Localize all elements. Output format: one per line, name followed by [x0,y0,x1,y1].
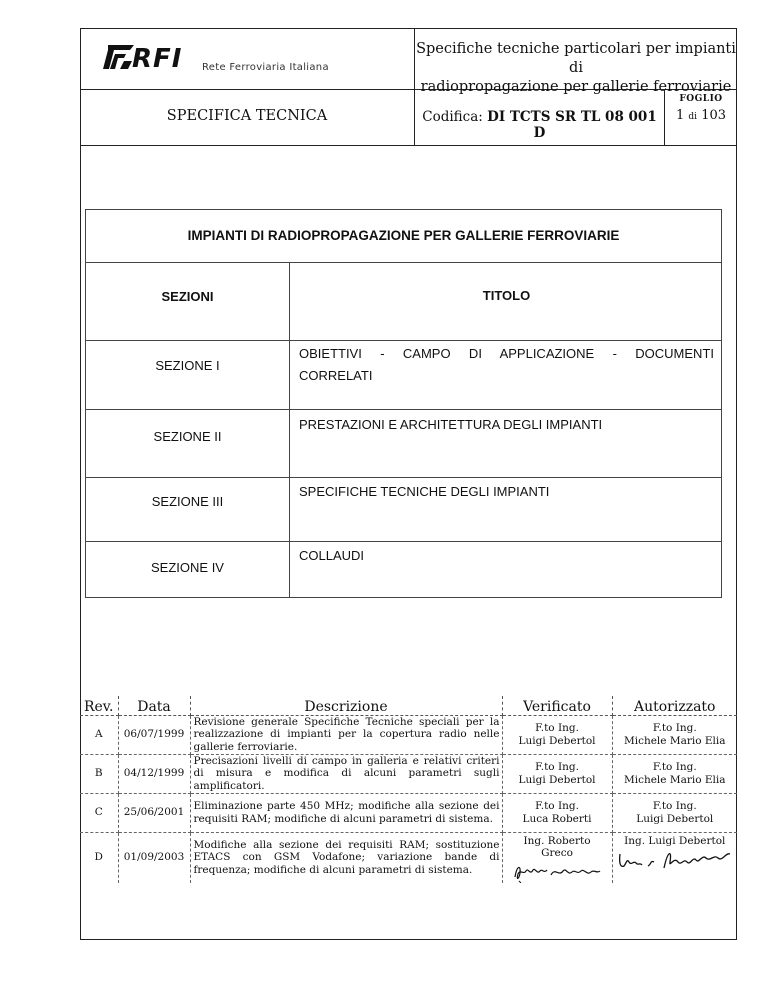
verified-line-2: Luigi Debertol [518,773,596,786]
document-title-line-1: Specifiche tecniche particolari per impianti di [416,41,736,76]
revision-verified [502,832,612,883]
revision-verified [502,793,612,832]
authorized-line-1: F.to Ing. [652,760,697,773]
authorized-line-2: Michele Mario Elia [623,734,726,747]
signature-verifier-icon [511,861,603,883]
revision-description: Revisione generale Specifiche Tecniche speciali per la realizzazione di impianti per la copertura radio nelle gallerie ferroviarie. [190,715,502,754]
revision-authorized [612,793,737,832]
verified-line-1: Ing. Roberto [523,834,591,847]
sheet-cell [665,90,737,146]
document-type: SPECIFICA TECNICA [80,90,415,146]
revision-authorized [612,715,737,754]
section-row [86,410,721,478]
verified-line-1: F.to Ing. [535,799,579,812]
col-header-title: TITOLO [482,288,531,303]
revision-authorized [612,832,737,883]
col-header-rev: Rev. [80,696,118,715]
document-title [415,28,737,95]
sections-table [85,209,722,598]
sheet-current: 1 [675,108,685,123]
section-title-line-2: CORRELATI [299,368,373,383]
revision-date: 04/12/1999 [118,754,190,793]
revision-verified [502,715,612,754]
authorized-line-1: F.to Ing. [652,799,697,812]
revision-header-row [80,696,737,715]
authorized-line-1: Ing. Luigi Debertol [624,834,726,847]
revision-table [80,696,737,883]
revision-authorized [612,754,737,793]
sheet-label: FOGLIO [679,94,723,104]
authorized-line-2: Luigi Debertol [636,812,714,825]
code-value: DI TCTS SR TL 08 001 D [487,109,657,141]
sheet-total: 103 [701,108,727,123]
section-row [86,542,721,597]
document-code [415,90,665,146]
verified-line-1: F.to Ing. [535,721,579,734]
col-header-description: Descrizione [190,696,502,715]
sections-header-row [86,263,721,341]
revision-date: 25/06/2001 [118,793,190,832]
revision-verified [502,754,612,793]
section-row [86,478,721,542]
sheet-of: di [688,112,698,122]
verified-line-2: Luca Roberti [522,812,592,825]
section-title-line-1: OBIETTIVI - CAMPO DI APPLICAZIONE - DOCUMENTI [299,346,714,361]
section-title: SPECIFICHE TECNICHE DEGLI IMPIANTI [299,484,550,499]
authorized-line-1: F.to Ing. [652,721,697,734]
sheet-number [665,104,737,123]
revision-code: B [80,754,118,793]
revision-row [80,832,737,883]
revision-date: 01/09/2003 [118,832,190,883]
revision-date: 06/07/1999 [118,715,190,754]
revision-code: C [80,793,118,832]
revision-description: Modifiche alla sezione dei requisiti RAM; sostituzione ETACS con GSM Vodafone; variazione bande di frequenza; modifiche di alcuni parametri di sistema. [190,832,502,883]
revision-row [80,754,737,793]
document-title-line-2: radiopropagazione per gallerie ferroviarie [420,79,732,95]
revision-row [80,793,737,832]
verified-line-1: F.to Ing. [535,760,579,773]
code-label: Codifica: [422,109,483,125]
section-title: PRESTAZIONI E ARCHITETTURA DEGLI IMPIANTI [299,417,603,432]
section-name: SEZIONE IV [151,560,224,575]
section-row [86,341,721,410]
col-header-verified: Verificato [502,696,612,715]
logo-cell [80,28,415,90]
revision-description: Precisazioni livelli di campo in galleria e relativi criteri di misura e modifica di alcuni parametri sugli amplificatori. [190,754,502,793]
col-header-date: Data [118,696,190,715]
section-title: COLLAUDI [299,548,365,563]
col-header-sections: SEZIONI [161,289,214,304]
verified-line-2: Luigi Debertol [518,734,596,747]
signature-authorizer-icon [616,848,734,872]
revision-description: Eliminazione parte 450 MHz; modifiche alla sezione dei requisiti RAM; modifiche di alcuni parametri di sistema. [190,793,502,832]
section-name: SEZIONE II [153,429,222,444]
sections-table-title: IMPIANTI DI RADIOPROPAGAZIONE PER GALLERIE FERROVIARIE [86,210,721,263]
revision-code: D [80,832,118,883]
revision-code: A [80,715,118,754]
company-short-name: RFI [132,44,183,74]
company-full-name: Rete Ferroviaria Italiana [202,62,329,73]
rfi-logo-icon [102,42,136,72]
revision-row [80,715,737,754]
verified-line-2: Greco [541,847,573,860]
section-name: SEZIONE III [151,494,224,509]
col-header-authorized: Autorizzato [612,696,737,715]
section-name: SEZIONE I [155,358,220,373]
authorized-line-2: Michele Mario Elia [623,773,726,786]
